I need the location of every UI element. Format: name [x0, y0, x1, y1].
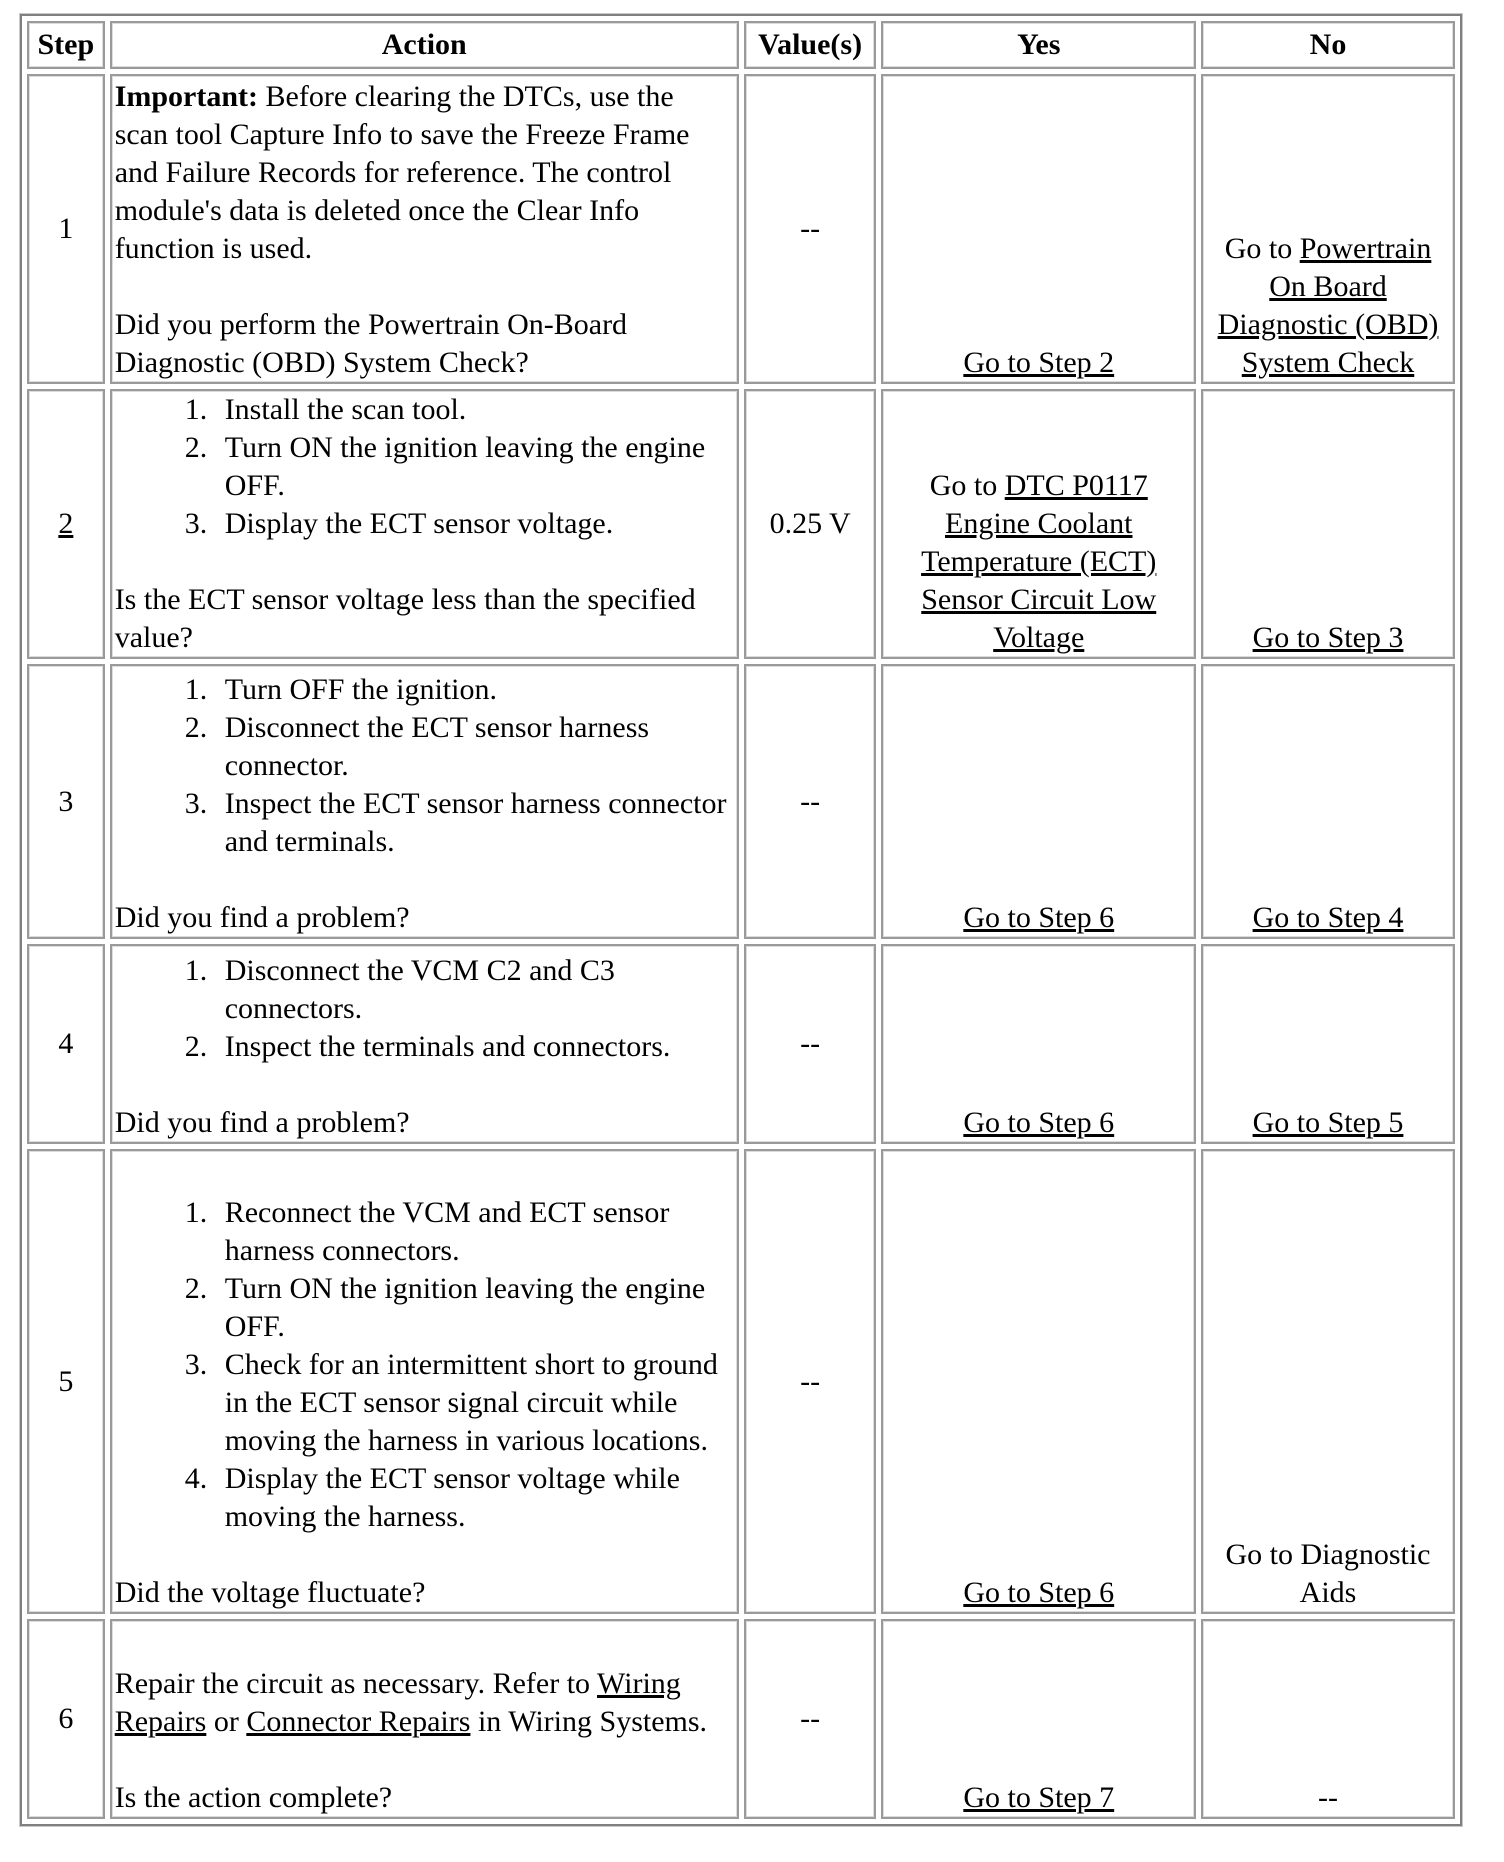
question-text: Is the ECT sensor voltage less than the specified value?	[114, 583, 696, 654]
yes-cell	[881, 74, 1196, 384]
step-number: 1	[27, 74, 105, 384]
list-item: 1. Disconnect the VCM C2 and C3 connectors.	[215, 952, 734, 1028]
action-cell	[110, 1149, 739, 1614]
diagnostic-table-container	[20, 14, 1462, 1826]
obd-system-check-link[interactable]: Powertrain On Board Diagnostic (OBD) System Check	[1217, 232, 1439, 379]
list-item: 3. Display the ECT sensor voltage.	[215, 505, 734, 543]
value-cell: --	[744, 944, 877, 1144]
list-item: 2. Disconnect the ECT sensor harness connector.	[215, 709, 734, 785]
diagnostic-aids-text: Go to Diagnostic Aids	[1225, 1538, 1431, 1609]
action-steps-list	[115, 1194, 734, 1536]
yes-cell	[881, 1149, 1196, 1614]
value-cell: 0.25 V	[744, 389, 877, 659]
table-row	[27, 664, 1455, 939]
go-to-step-4-link[interactable]: Go to Step 4	[1252, 901, 1404, 934]
yes-prefix: Go to	[929, 469, 1005, 502]
list-item: 2. Turn ON the ignition leaving the engine OFF.	[215, 429, 734, 505]
go-to-step-3-link[interactable]: Go to Step 3	[1252, 621, 1404, 654]
no-prefix: Go to	[1224, 232, 1300, 265]
go-to-step-6-link[interactable]: Go to Step 6	[963, 1106, 1115, 1139]
header-action: Action	[110, 21, 739, 69]
go-to-step-7-link[interactable]: Go to Step 7	[963, 1781, 1115, 1814]
go-to-step-5-link[interactable]: Go to Step 5	[1252, 1106, 1404, 1139]
action-cell	[110, 1619, 739, 1819]
step-2-anchor-link[interactable]: 2	[58, 507, 74, 540]
list-item: 1. Reconnect the VCM and ECT sensor harness connectors.	[215, 1194, 734, 1270]
action-cell	[110, 74, 739, 384]
go-to-step-6-link[interactable]: Go to Step 6	[963, 1576, 1115, 1609]
no-cell	[1201, 1149, 1455, 1614]
step-number: 6	[27, 1619, 105, 1819]
value-cell: --	[744, 74, 877, 384]
value-cell: --	[744, 1149, 877, 1614]
diagnostic-table	[20, 14, 1462, 1826]
dtc-p0117-link[interactable]: DTC P0117 Engine Coolant Temperature (ECT) Sensor Circuit Low Voltage	[921, 469, 1157, 654]
header-no: No	[1201, 21, 1455, 69]
yes-cell	[881, 1619, 1196, 1819]
header-row	[27, 21, 1455, 69]
action-cell	[110, 944, 739, 1144]
action-steps-list	[115, 671, 734, 861]
no-cell	[1201, 664, 1455, 939]
list-item: 2. Turn ON the ignition leaving the engine OFF.	[215, 1270, 734, 1346]
important-note	[115, 78, 734, 268]
list-item: 2. Inspect the terminals and connectors.	[215, 1028, 734, 1066]
repair-text-b: or	[206, 1705, 247, 1738]
table-row	[27, 389, 1455, 659]
header-yes: Yes	[881, 21, 1196, 69]
table-row	[27, 1619, 1455, 1819]
important-text: Before clearing the DTCs, use the scan tool Capture Info to save the Freeze Frame and Failure Records for reference. The control module's data is deleted once the Clear Info function is used.	[114, 80, 690, 265]
step-number: 4	[27, 944, 105, 1144]
header-values: Value(s)	[744, 21, 877, 69]
yes-cell	[881, 944, 1196, 1144]
action-cell	[110, 664, 739, 939]
list-item: 1. Turn OFF the ignition.	[215, 671, 734, 709]
no-cell	[1201, 944, 1455, 1144]
go-to-step-2-link[interactable]: Go to Step 2	[963, 346, 1115, 379]
repair-text-c: in Wiring Systems.	[470, 1705, 708, 1738]
question-text: Did the voltage fluctuate?	[114, 1576, 426, 1609]
question-text: Is the action complete?	[114, 1781, 393, 1814]
repair-instruction	[115, 1665, 734, 1741]
table-row	[27, 944, 1455, 1144]
yes-cell	[881, 664, 1196, 939]
step-number	[27, 389, 105, 659]
no-cell	[1201, 1619, 1455, 1819]
step-number: 5	[27, 1149, 105, 1614]
action-steps-list	[115, 391, 734, 543]
no-cell	[1201, 389, 1455, 659]
yes-cell	[881, 389, 1196, 659]
action-cell	[110, 389, 739, 659]
connector-repairs-link[interactable]: Connector Repairs	[246, 1705, 471, 1738]
repair-text-a: Repair the circuit as necessary. Refer to	[114, 1667, 597, 1700]
go-to-step-6-link[interactable]: Go to Step 6	[963, 901, 1115, 934]
value-cell: --	[744, 1619, 877, 1819]
list-item: 3. Check for an intermittent short to ground in the ECT sensor signal circuit while moving the harness in various locations.	[215, 1346, 734, 1460]
list-item: 4. Display the ECT sensor voltage while moving the harness.	[215, 1460, 734, 1536]
step-number: 3	[27, 664, 105, 939]
important-label: Important:	[114, 80, 259, 113]
table-row	[27, 74, 1455, 384]
no-cell	[1201, 74, 1455, 384]
table-row	[27, 1149, 1455, 1614]
question-text: Did you find a problem?	[114, 1106, 410, 1139]
action-steps-list	[115, 952, 734, 1066]
value-cell: --	[744, 664, 877, 939]
list-item: 3. Inspect the ECT sensor harness connector and terminals.	[215, 785, 734, 861]
header-step: Step	[27, 21, 105, 69]
question-text: Did you perform the Powertrain On-Board Diagnostic (OBD) System Check?	[114, 308, 628, 379]
question-text: Did you find a problem?	[114, 901, 410, 934]
list-item: 1. Install the scan tool.	[215, 391, 734, 429]
no-value: --	[1318, 1781, 1338, 1814]
wiring-repairs-link[interactable]: Wiring Repairs	[114, 1667, 681, 1738]
